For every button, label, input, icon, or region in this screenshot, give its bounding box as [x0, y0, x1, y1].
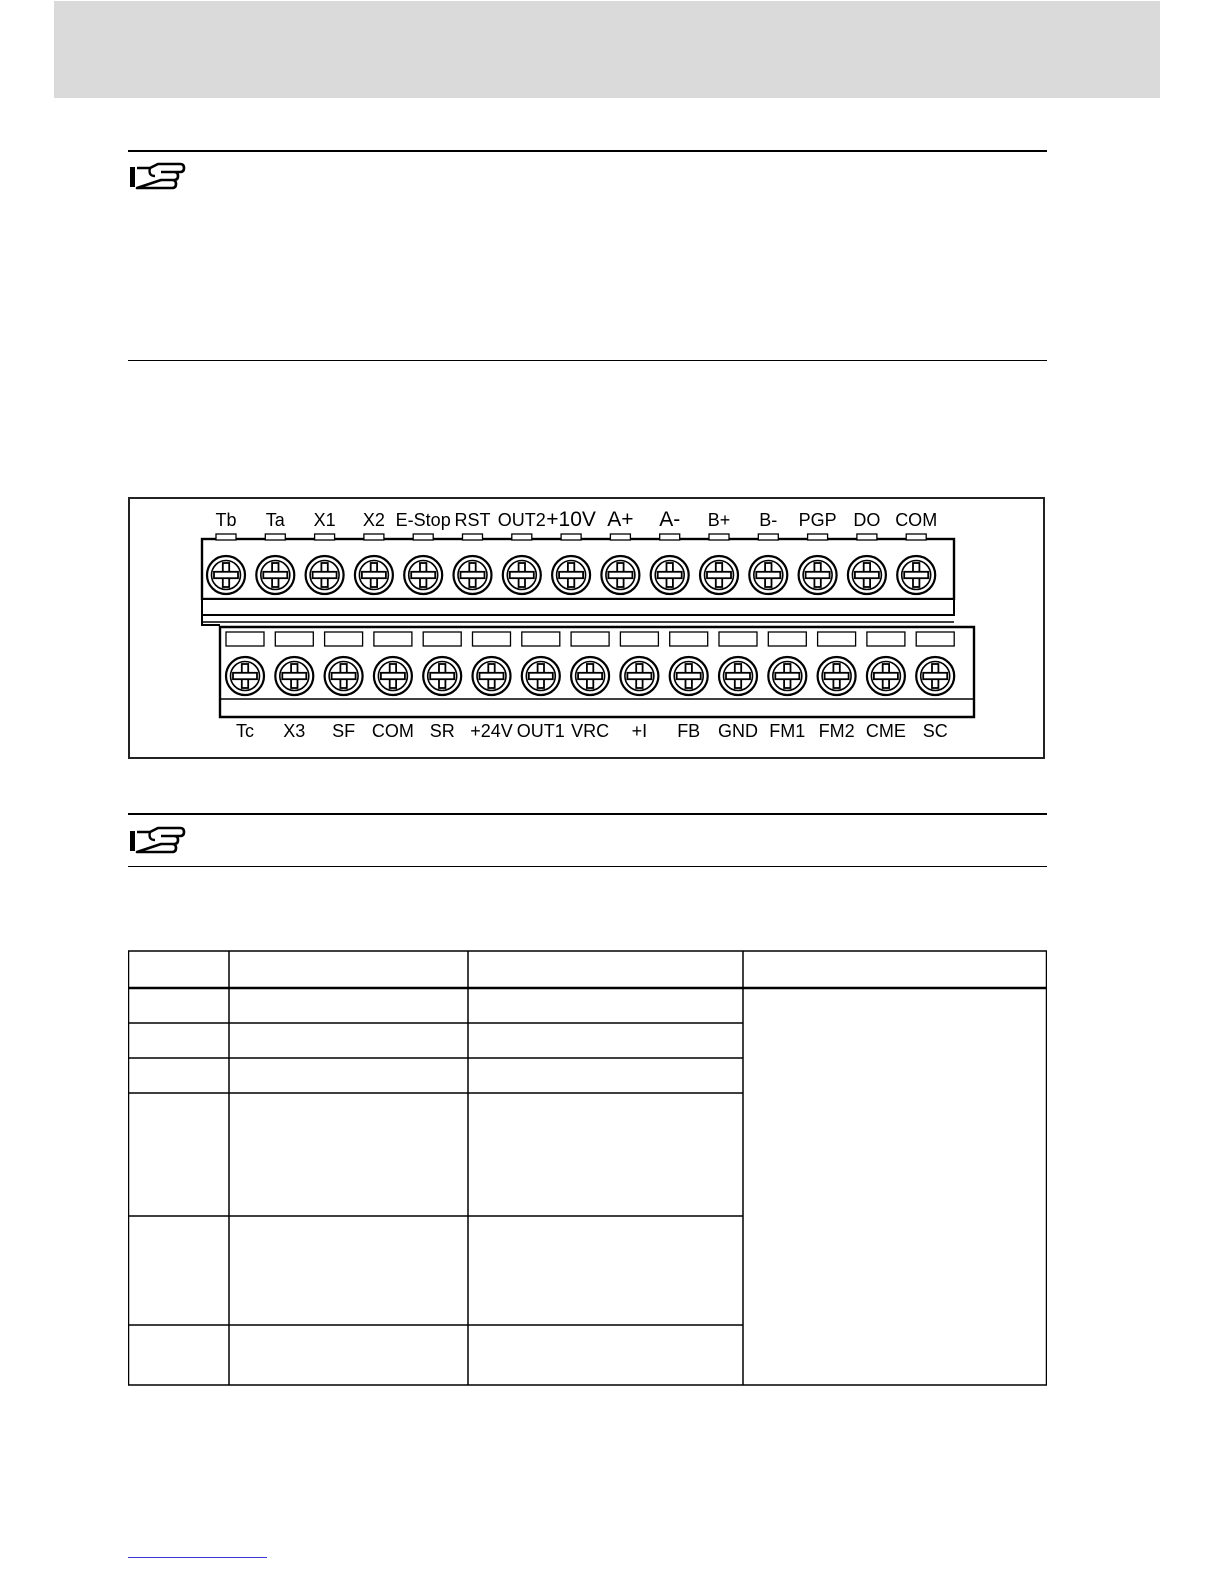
terminal-screw-icon — [620, 657, 658, 695]
terminal-label-top: Ta — [265, 510, 285, 530]
terminal-slot — [768, 632, 806, 646]
terminal-screw-icon — [404, 556, 442, 594]
terminal-slot — [473, 632, 511, 646]
terminal-screw-icon — [454, 556, 492, 594]
terminal-slot — [413, 534, 433, 540]
terminal-screw-icon — [552, 556, 590, 594]
terminal-screw-icon — [275, 657, 313, 695]
terminal-screw-icon — [749, 556, 787, 594]
terminal-label-bottom: SC — [922, 721, 948, 741]
terminal-screw-icon — [522, 657, 560, 695]
terminal-block-drawing — [130, 499, 1047, 761]
terminal-label-top: B+ — [707, 510, 731, 530]
terminal-screw-icon — [226, 657, 264, 695]
terminal-spec-table — [128, 950, 1047, 1386]
terminal-screw-icon — [897, 556, 935, 594]
note-top-rule — [128, 150, 1047, 152]
terminal-screw-icon — [670, 657, 708, 695]
terminal-screw-icon — [916, 657, 954, 695]
terminal-screw-icon — [423, 657, 461, 695]
terminal-slot — [818, 632, 856, 646]
terminal-slot — [660, 534, 680, 540]
terminal-screw-icon — [355, 556, 393, 594]
terminal-slot — [265, 534, 285, 540]
control-terminal-diagram — [128, 497, 1045, 759]
terminal-screw-icon — [571, 657, 609, 695]
terminal-slot — [226, 632, 264, 646]
terminal-slot — [670, 632, 708, 646]
terminal-label-bottom: OUT1 — [516, 721, 565, 741]
terminal-label-top: PGP — [798, 510, 837, 530]
terminal-slot — [216, 534, 236, 540]
terminal-slot — [512, 534, 532, 540]
terminal-label-bottom: FB — [677, 721, 701, 741]
terminal-screw-icon — [325, 657, 363, 695]
terminal-screw-icon — [256, 556, 294, 594]
terminal-label-top: B- — [759, 510, 778, 530]
terminal-label-bottom: VRC — [571, 721, 610, 741]
terminal-slot — [315, 534, 335, 540]
terminal-label-top: RST — [454, 510, 491, 530]
terminal-slot — [275, 632, 313, 646]
terminal-screw-icon — [848, 556, 886, 594]
terminal-screw-icon — [768, 657, 806, 695]
pointing-hand-icon — [128, 826, 186, 856]
note2-top-rule — [128, 813, 1047, 815]
terminal-screw-icon — [473, 657, 511, 695]
terminal-screw-icon — [601, 556, 639, 594]
terminal-label-top: COM — [895, 510, 938, 530]
terminal-slot — [374, 632, 412, 646]
terminal-screw-icon — [818, 657, 856, 695]
terminal-label-top: DO — [853, 510, 881, 530]
terminal-slot — [561, 534, 581, 540]
terminal-label-bottom: COM — [371, 721, 414, 741]
terminal-screw-icon — [867, 657, 905, 695]
terminal-screw-icon — [719, 657, 757, 695]
terminal-slot — [522, 632, 560, 646]
page-header-band — [54, 1, 1160, 98]
note2-bottom-rule — [128, 866, 1047, 867]
terminal-label-bottom: SF — [332, 721, 356, 741]
terminal-label-bottom: SR — [429, 721, 455, 741]
note-bottom-rule — [128, 360, 1047, 361]
terminal-label-top: Tb — [215, 510, 237, 530]
terminal-screw-icon — [700, 556, 738, 594]
terminal-screw-icon — [374, 657, 412, 695]
pointing-hand-icon — [128, 162, 186, 192]
terminal-slot — [808, 534, 828, 540]
terminal-label-top: A- — [659, 508, 681, 531]
terminal-screw-icon — [306, 556, 344, 594]
terminal-slot — [758, 534, 778, 540]
terminal-screw-icon — [651, 556, 689, 594]
terminal-slot — [325, 632, 363, 646]
terminal-screw-icon — [799, 556, 837, 594]
terminal-slot — [857, 534, 877, 540]
terminal-label-bottom: FM1 — [769, 721, 806, 741]
terminal-slot — [463, 534, 483, 540]
terminal-slot — [423, 632, 461, 646]
terminal-slot — [906, 534, 926, 540]
terminal-label-bottom: +I — [631, 721, 648, 741]
terminal-label-top: A+ — [607, 508, 634, 531]
terminal-slot — [364, 534, 384, 540]
terminal-label-bottom: +24V — [470, 721, 513, 741]
terminal-slot — [709, 534, 729, 540]
terminal-label-top: +10V — [546, 508, 596, 531]
terminal-label-bottom: Tc — [236, 721, 254, 741]
terminal-label-bottom: FM2 — [818, 721, 855, 741]
terminal-label-top: X1 — [313, 510, 336, 530]
footer-link-line — [128, 1557, 267, 1558]
terminal-slot — [571, 632, 609, 646]
terminal-label-bottom: CME — [865, 721, 906, 741]
terminal-slot — [719, 632, 757, 646]
terminal-label-bottom: GND — [718, 721, 758, 741]
terminal-screw-icon — [207, 556, 245, 594]
terminal-label-top: X2 — [362, 510, 385, 530]
terminal-label-top: OUT2 — [497, 510, 546, 530]
terminal-label-bottom: X3 — [283, 721, 306, 741]
terminal-label-top: E-Stop — [395, 510, 451, 530]
terminal-slot — [610, 534, 630, 540]
terminal-slot — [867, 632, 905, 646]
terminal-screw-icon — [503, 556, 541, 594]
terminal-slot — [620, 632, 658, 646]
terminal-slot — [916, 632, 954, 646]
